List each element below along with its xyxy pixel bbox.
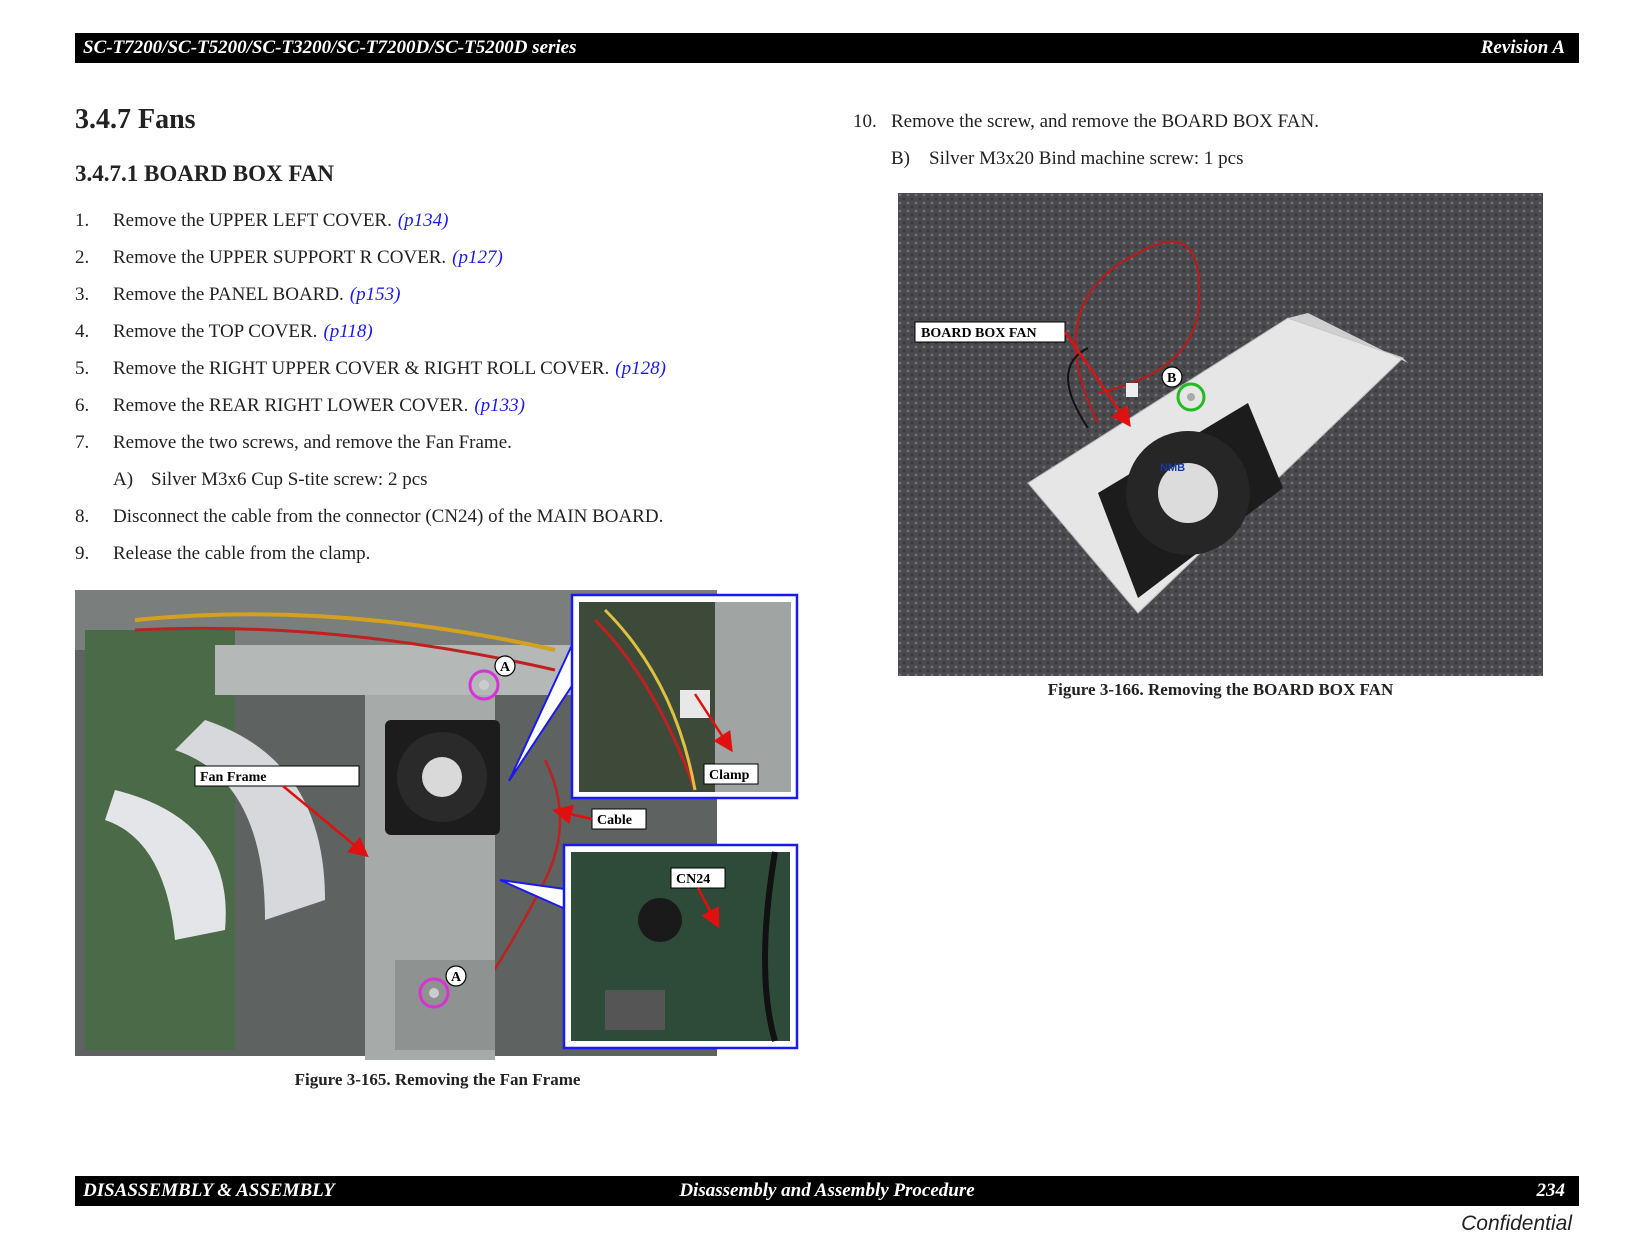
step-item: 7. Remove the two screws, and remove the Fan Frame.	[75, 431, 512, 453]
step-list	[75, 202, 815, 572]
board-box-fan-label: BOARD BOX FAN	[921, 326, 1037, 341]
page-link[interactable]: (p118)	[323, 320, 373, 342]
step-item: 10. Remove the screw, and remove the BOARD BOX FAN.	[853, 110, 1319, 132]
fan-frame-label: Fan Frame	[200, 770, 267, 785]
page-number: 234	[1536, 1180, 1565, 1201]
figure-board-box-fan	[898, 193, 1543, 676]
step-item: 5. Remove the RIGHT UPPER COVER & RIGHT ROLL COVER. (p128)	[75, 357, 666, 379]
step-item: 2. Remove the UPPER SUPPORT R COVER. (p127)	[75, 246, 503, 268]
confidential-mark: Confidential	[1461, 1212, 1572, 1235]
step-item: 8. Disconnect the cable from the connector (CN24) of the MAIN BOARD.	[75, 505, 664, 527]
fan-brand-label: NMB	[1160, 462, 1186, 474]
figure-caption: Figure 3-166. Removing the BOARD BOX FAN	[1047, 680, 1394, 699]
page-link[interactable]: (p153)	[349, 283, 401, 305]
header-bar	[75, 33, 1579, 63]
step-subitem: B) Silver M3x20 Bind machine screw: 1 pcs	[891, 147, 1244, 169]
clamp-label: Clamp	[709, 768, 750, 783]
figure-fan-frame	[75, 590, 800, 1060]
cable-label: Cable	[597, 813, 632, 828]
footer-chapter: DISASSEMBLY & ASSEMBLY	[83, 1180, 335, 1201]
header-revision: Revision A	[1480, 37, 1565, 58]
screw-a-label: A	[451, 970, 462, 985]
section-title: 3.4.7 Fans	[75, 104, 196, 135]
step-subitem: A) Silver M3x6 Cup S-tite screw: 2 pcs	[113, 468, 428, 490]
step-list-right	[853, 103, 1319, 177]
cn24-label: CN24	[676, 872, 711, 887]
screw-b-label: B	[1167, 371, 1177, 386]
figure-caption: Figure 3-165. Removing the Fan Frame	[294, 1070, 581, 1089]
page-link[interactable]: (p127)	[452, 246, 503, 268]
page-link[interactable]: (p134)	[397, 209, 449, 231]
step-item: 6. Remove the REAR RIGHT LOWER COVER. (p133)	[75, 394, 525, 416]
page-link[interactable]: (p133)	[474, 394, 525, 416]
step-item: 1. Remove the UPPER LEFT COVER. (p134)	[75, 209, 449, 231]
step-item: 4. Remove the TOP COVER. (p118)	[75, 320, 373, 342]
step-item: 3. Remove the PANEL BOARD. (p153)	[75, 283, 401, 305]
footer-bar	[75, 1176, 1579, 1206]
step-item: 9. Release the cable from the clamp.	[75, 542, 371, 564]
subsection-title: 3.4.7.1 BOARD BOX FAN	[75, 161, 334, 186]
header-model-series: SC-T7200/SC-T5200/SC-T3200/SC-T7200D/SC-T5200D series	[83, 37, 577, 58]
page-link[interactable]: (p128)	[615, 357, 666, 379]
footer-section: Disassembly and Assembly Procedure	[679, 1180, 975, 1201]
screw-a-label: A	[500, 660, 511, 675]
